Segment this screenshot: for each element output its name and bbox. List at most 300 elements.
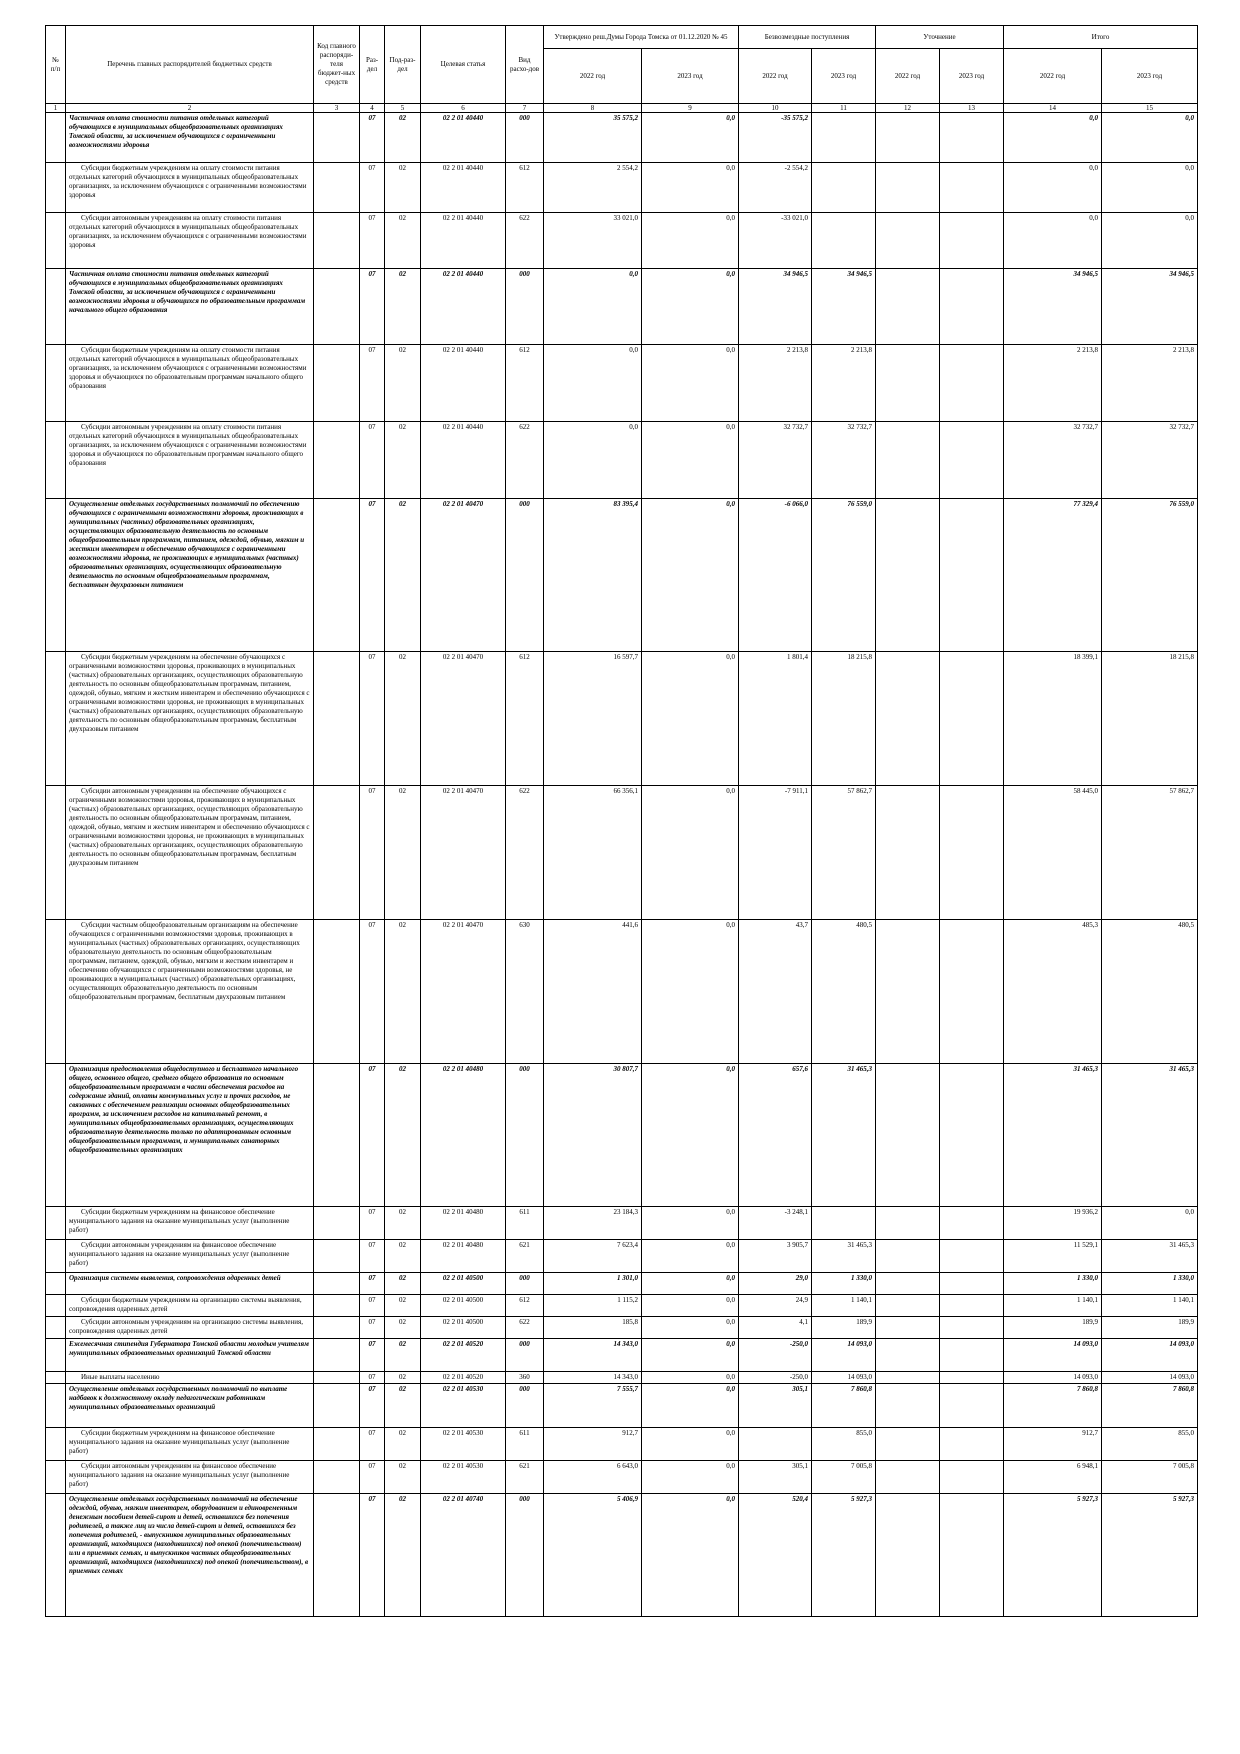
cell-approved-2022: 6 643,0: [544, 1461, 642, 1494]
cell-podrazdel: 02: [385, 1372, 421, 1384]
column-numbers-row: [46, 104, 1198, 113]
cell-approved-2022: 14 343,0: [544, 1339, 642, 1372]
cell-clarify-2023: [940, 1207, 1004, 1240]
column-number: 13: [940, 104, 1004, 113]
cell-clarify-2022: [876, 1384, 940, 1428]
cell-razdel: 07: [360, 269, 385, 345]
cell-target: 02 2 01 40470: [421, 499, 506, 652]
cell-total-2023: 0,0: [1102, 113, 1198, 163]
cell-total-2022: 1 330,0: [1004, 1273, 1102, 1295]
cell-clarify-2023: [940, 1384, 1004, 1428]
cell-clarify-2022: [876, 345, 940, 422]
cell-total-2023: 480,5: [1102, 920, 1198, 1064]
cell-clarify-2022: [876, 113, 940, 163]
cell-free-2022: -2 554,2: [739, 163, 812, 213]
header-year-2022: 2022 год: [876, 49, 940, 104]
cell-clarify-2022: [876, 1207, 940, 1240]
table-row: [46, 1207, 1198, 1240]
cell-clarify-2022: [876, 269, 940, 345]
cell-target: 02 2 01 40520: [421, 1372, 506, 1384]
cell-total-2023: 7 860,8: [1102, 1384, 1198, 1428]
budget-table: [45, 25, 1198, 1617]
cell-total-2023: 0,0: [1102, 213, 1198, 269]
cell-free-2022: 43,7: [739, 920, 812, 1064]
cell-free-2023: [812, 113, 876, 163]
cell-razdel: 07: [360, 499, 385, 652]
cell-podrazdel: 02: [385, 1295, 421, 1317]
cell-vid: 621: [506, 1240, 544, 1273]
cell-approved-2022: 30 807,7: [544, 1064, 642, 1207]
cell-total-2022: 18 399,1: [1004, 652, 1102, 786]
cell-clarify-2023: [940, 213, 1004, 269]
column-number: 11: [812, 104, 876, 113]
cell-code: [314, 113, 360, 163]
cell-free-2023: 1 140,1: [812, 1295, 876, 1317]
cell-approved-2022: 5 406,9: [544, 1494, 642, 1617]
cell-clarify-2022: [876, 1428, 940, 1461]
cell-code: [314, 920, 360, 1064]
header-year-2023: 2023 год: [940, 49, 1004, 104]
cell-total-2023: 34 946,5: [1102, 269, 1198, 345]
cell-free-2023: [812, 1207, 876, 1240]
cell-code: [314, 1428, 360, 1461]
cell-total-2023: 1 330,0: [1102, 1273, 1198, 1295]
cell-clarify-2023: [940, 269, 1004, 345]
cell-approved-2023: 0,0: [642, 652, 739, 786]
cell-code: [314, 1295, 360, 1317]
cell-total-2022: 11 529,1: [1004, 1240, 1102, 1273]
cell-razdel: 07: [360, 920, 385, 1064]
cell-vid: 000: [506, 1384, 544, 1428]
cell-free-2023: 18 215,8: [812, 652, 876, 786]
cell-target: 02 2 01 40530: [421, 1384, 506, 1428]
cell-approved-2022: 14 343,0: [544, 1372, 642, 1384]
cell-razdel: 07: [360, 1384, 385, 1428]
cell-vid: 622: [506, 1317, 544, 1339]
cell-vid: 612: [506, 652, 544, 786]
cell-approved-2022: 83 395,4: [544, 499, 642, 652]
cell-clarify-2023: [940, 422, 1004, 499]
cell-total-2022: 189,9: [1004, 1317, 1102, 1339]
cell-podrazdel: 02: [385, 345, 421, 422]
cell-total-2023: 14 093,0: [1102, 1339, 1198, 1372]
header-year-2022: 2022 год: [739, 49, 812, 104]
cell-name: Субсидии автономным учреждениям на оплату стоимости питания отдельных категорий обучающихся в муниципальных общеобразовательных организациях, за исключением обучающихся с ограниченными возможностями здоровья и обучающихся по образовательным программам начального общего образования: [66, 422, 314, 499]
cell-podrazdel: 02: [385, 1317, 421, 1339]
cell-free-2022: 657,6: [739, 1064, 812, 1207]
cell-num: [46, 920, 66, 1064]
cell-clarify-2023: [940, 1428, 1004, 1461]
header-group-free-receipts: Безвозмездные поступления: [739, 26, 876, 49]
cell-approved-2022: 0,0: [544, 422, 642, 499]
cell-clarify-2023: [940, 1295, 1004, 1317]
header-col-code: Код главного распоряди-теля бюджет-ных средств: [314, 26, 360, 104]
cell-name: Частичная оплата стоимости питания отдельных категорий обучающихся в муниципальных общеобразовательных организациях Томской области, за исключением обучающихся с ограниченными возможностями здоровья: [66, 113, 314, 163]
cell-razdel: 07: [360, 1339, 385, 1372]
cell-code: [314, 1461, 360, 1494]
cell-name: Частичная оплата стоимости питания отдельных категорий обучающихся в муниципальных общеобразовательных организациях Томской области, за исключением обучающихся с ограниченными возможностями здоровья и обучающихся по образовательным программам начального общего образования: [66, 269, 314, 345]
cell-approved-2022: 7 623,4: [544, 1240, 642, 1273]
cell-approved-2023: 0,0: [642, 1384, 739, 1428]
cell-total-2023: 31 465,3: [1102, 1240, 1198, 1273]
cell-code: [314, 652, 360, 786]
header-group-approved: Утверждено реш.Думы Города Томска от 01.12.2020 № 45: [544, 26, 739, 49]
cell-clarify-2022: [876, 1064, 940, 1207]
cell-approved-2023: 0,0: [642, 499, 739, 652]
table-row: [46, 652, 1198, 786]
cell-target: 02 2 01 40480: [421, 1240, 506, 1273]
cell-clarify-2022: [876, 1372, 940, 1384]
cell-clarify-2022: [876, 1494, 940, 1617]
cell-total-2022: 7 860,8: [1004, 1384, 1102, 1428]
cell-approved-2023: 0,0: [642, 1273, 739, 1295]
cell-razdel: 07: [360, 1428, 385, 1461]
cell-name: Субсидии автономным учреждениям на финансовое обеспечение муниципального задания на оказание муниципальных услуг (выполнение работ): [66, 1240, 314, 1273]
cell-vid: 622: [506, 213, 544, 269]
cell-num: [46, 1317, 66, 1339]
cell-vid: 622: [506, 422, 544, 499]
cell-total-2023: 1 140,1: [1102, 1295, 1198, 1317]
header-year-2022: 2022 год: [1004, 49, 1102, 104]
cell-approved-2022: 2 554,2: [544, 163, 642, 213]
column-number: 10: [739, 104, 812, 113]
table-row: [46, 422, 1198, 499]
cell-free-2022: 29,0: [739, 1273, 812, 1295]
cell-razdel: 07: [360, 1317, 385, 1339]
cell-name: Субсидии бюджетным учреждениям на финансовое обеспечение муниципального задания на оказание муниципальных услуг (выполнение работ): [66, 1207, 314, 1240]
column-number: 7: [506, 104, 544, 113]
cell-num: [46, 1494, 66, 1617]
cell-num: [46, 422, 66, 499]
column-number: 3: [314, 104, 360, 113]
table-row: [46, 499, 1198, 652]
cell-free-2022: 305,1: [739, 1384, 812, 1428]
cell-vid: 611: [506, 1207, 544, 1240]
cell-approved-2023: 0,0: [642, 1240, 739, 1273]
cell-razdel: 07: [360, 1064, 385, 1207]
cell-approved-2023: 0,0: [642, 1372, 739, 1384]
cell-clarify-2022: [876, 1317, 940, 1339]
cell-clarify-2023: [940, 1240, 1004, 1273]
cell-clarify-2022: [876, 213, 940, 269]
cell-name: Осуществление отдельных государственных полномочий по обеспечению обучающихся с ограниченными возможностями здоровья, проживающих в муниципальных (частных) образовательных организациях, осуществляющих образовательную деятельность по основным общеобразовательным программам, питанием, одеждой, обувью, мягким и жестким инвентарем и обеспечению обучающихся с ограниченными возможностями здоровья, не проживающих в муниципальных (частных) образовательных организациях, осуществляющих образовательную деятельность по основным общеобразовательным программам, бесплатным двухразовым питанием: [66, 499, 314, 652]
cell-vid: 622: [506, 786, 544, 920]
cell-clarify-2022: [876, 1240, 940, 1273]
cell-approved-2022: 16 597,7: [544, 652, 642, 786]
column-number: 4: [360, 104, 385, 113]
cell-code: [314, 1384, 360, 1428]
cell-razdel: 07: [360, 1461, 385, 1494]
cell-vid: 611: [506, 1428, 544, 1461]
cell-podrazdel: 02: [385, 1384, 421, 1428]
header-col-vid: Вид расхо-дов: [506, 26, 544, 104]
cell-free-2023: 31 465,3: [812, 1240, 876, 1273]
cell-total-2022: 14 093,0: [1004, 1339, 1102, 1372]
table-row: [46, 1339, 1198, 1372]
cell-name: Организация системы выявления, сопровождения одаренных детей: [66, 1273, 314, 1295]
cell-num: [46, 499, 66, 652]
cell-target: 02 2 01 40740: [421, 1494, 506, 1617]
cell-razdel: 07: [360, 113, 385, 163]
table-row: [46, 1494, 1198, 1617]
cell-free-2023: 2 213,8: [812, 345, 876, 422]
cell-podrazdel: 02: [385, 920, 421, 1064]
cell-num: [46, 1273, 66, 1295]
cell-vid: 621: [506, 1461, 544, 1494]
table-row: [46, 213, 1198, 269]
cell-approved-2022: 0,0: [544, 345, 642, 422]
cell-approved-2023: 0,0: [642, 269, 739, 345]
cell-total-2022: 58 445,0: [1004, 786, 1102, 920]
cell-approved-2022: 1 115,2: [544, 1295, 642, 1317]
cell-clarify-2023: [940, 163, 1004, 213]
cell-approved-2023: 0,0: [642, 1295, 739, 1317]
cell-approved-2023: 0,0: [642, 1317, 739, 1339]
table-row: [46, 163, 1198, 213]
cell-vid: 000: [506, 1273, 544, 1295]
cell-target: 02 2 01 40440: [421, 422, 506, 499]
cell-free-2022: -250,0: [739, 1372, 812, 1384]
cell-free-2022: -250,0: [739, 1339, 812, 1372]
cell-razdel: 07: [360, 1494, 385, 1617]
cell-podrazdel: 02: [385, 1428, 421, 1461]
cell-vid: 000: [506, 113, 544, 163]
cell-name: Субсидии бюджетным учреждениям на организацию системы выявления, сопровождения одаренных детей: [66, 1295, 314, 1317]
cell-free-2022: 3 905,7: [739, 1240, 812, 1273]
cell-total-2022: 0,0: [1004, 163, 1102, 213]
cell-num: [46, 1295, 66, 1317]
cell-free-2023: 855,0: [812, 1428, 876, 1461]
cell-name: Осуществление отдельных государственных полномочий на обеспечение одеждой, обувью, мягким инвентарем, оборудованием и единовременным денежным пособием детей-сирот и детей, оставшихся без попечения родителей, а также лиц из числа детей-сирот и детей, оставшихся без попечения родителей, - выпускников муниципальных образовательных организаций, находящихся (находившихся) под опекой (попечительством) или в приемных семьях, и выпускников частных общеобразовательных организаций, находящихся (находившихся) под опекой (попечительством), в приемных семьях: [66, 1494, 314, 1617]
cell-num: [46, 1207, 66, 1240]
cell-clarify-2023: [940, 1064, 1004, 1207]
cell-approved-2023: 0,0: [642, 213, 739, 269]
cell-clarify-2023: [940, 786, 1004, 920]
cell-name: Ежемесячная стипендия Губернатора Томской области молодым учителям муниципальных образовательных организаций Томской области: [66, 1339, 314, 1372]
cell-podrazdel: 02: [385, 1339, 421, 1372]
cell-vid: 612: [506, 163, 544, 213]
cell-total-2022: 19 936,2: [1004, 1207, 1102, 1240]
cell-name: Субсидии бюджетным учреждениям на обеспечение обучающихся с ограниченными возможностями здоровья, проживающих в муниципальных (частных) образовательных организациях, осуществляющих образовательную деятельность по основным общеобразовательным программам, питанием, одеждой, обувью, мягким и жестким инвентарем и обеспечению обучающихся с ограниченными возможностями здоровья, не проживающих в муниципальных (частных) образовательных организациях, осуществляющих образовательную деятельность по основным общеобразовательным программам, бесплатным двухразовым питанием: [66, 652, 314, 786]
cell-free-2023: 32 732,7: [812, 422, 876, 499]
cell-num: [46, 652, 66, 786]
cell-clarify-2022: [876, 163, 940, 213]
cell-approved-2022: 7 555,7: [544, 1384, 642, 1428]
cell-target: 02 2 01 40500: [421, 1273, 506, 1295]
cell-name: Осуществление отдельных государственных полномочий по выплате надбавок к должностному окладу педагогическим работникам муниципальных образовательных организаций: [66, 1384, 314, 1428]
cell-free-2022: 34 946,5: [739, 269, 812, 345]
cell-name: Иные выплаты населению: [66, 1372, 314, 1384]
cell-code: [314, 213, 360, 269]
cell-code: [314, 1273, 360, 1295]
cell-vid: 360: [506, 1372, 544, 1384]
cell-podrazdel: 02: [385, 1494, 421, 1617]
cell-clarify-2023: [940, 345, 1004, 422]
table-row: [46, 113, 1198, 163]
cell-total-2023: 855,0: [1102, 1428, 1198, 1461]
cell-total-2022: 5 927,3: [1004, 1494, 1102, 1617]
cell-total-2023: 7 005,8: [1102, 1461, 1198, 1494]
cell-free-2023: [812, 163, 876, 213]
cell-total-2022: 14 093,0: [1004, 1372, 1102, 1384]
cell-target: 02 2 01 40470: [421, 920, 506, 1064]
table-row: [46, 1428, 1198, 1461]
table-row: [46, 345, 1198, 422]
cell-target: 02 2 01 40470: [421, 652, 506, 786]
cell-free-2023: 14 093,0: [812, 1339, 876, 1372]
cell-clarify-2023: [940, 1494, 1004, 1617]
cell-free-2023: 1 330,0: [812, 1273, 876, 1295]
table-row: [46, 1384, 1198, 1428]
cell-name: Субсидии автономным учреждениям на финансовое обеспечение муниципального задания на оказание муниципальных услуг (выполнение работ): [66, 1461, 314, 1494]
cell-code: [314, 422, 360, 499]
cell-razdel: 07: [360, 786, 385, 920]
cell-clarify-2023: [940, 920, 1004, 1064]
cell-num: [46, 1064, 66, 1207]
cell-free-2022: 24,9: [739, 1295, 812, 1317]
cell-total-2022: 485,3: [1004, 920, 1102, 1064]
cell-approved-2023: 0,0: [642, 1064, 739, 1207]
header-col-name: Перечень главных распорядителей бюджетных средств: [66, 26, 314, 104]
cell-vid: 000: [506, 1064, 544, 1207]
cell-podrazdel: 02: [385, 163, 421, 213]
cell-podrazdel: 02: [385, 1461, 421, 1494]
cell-name: Субсидии автономным учреждениям на оплату стоимости питания отдельных категорий обучающихся в муниципальных общеобразовательных организациях, за исключением обучающихся с ограниченными возможностями здоровья: [66, 213, 314, 269]
header-year-2023: 2023 год: [812, 49, 876, 104]
cell-num: [46, 1240, 66, 1273]
cell-podrazdel: 02: [385, 1273, 421, 1295]
cell-num: [46, 1461, 66, 1494]
cell-approved-2022: 66 356,1: [544, 786, 642, 920]
cell-total-2022: 912,7: [1004, 1428, 1102, 1461]
column-number: 1: [46, 104, 66, 113]
cell-approved-2022: 912,7: [544, 1428, 642, 1461]
header-group-clarification: Уточнение: [876, 26, 1004, 49]
table-row: [46, 786, 1198, 920]
cell-clarify-2023: [940, 1372, 1004, 1384]
cell-name: Субсидии бюджетным учреждениям на финансовое обеспечение муниципального задания на оказание муниципальных услуг (выполнение работ): [66, 1428, 314, 1461]
cell-free-2023: 480,5: [812, 920, 876, 1064]
cell-approved-2022: 1 301,0: [544, 1273, 642, 1295]
column-number: 2: [66, 104, 314, 113]
cell-total-2023: 0,0: [1102, 163, 1198, 213]
cell-target: 02 2 01 40440: [421, 113, 506, 163]
cell-clarify-2023: [940, 1317, 1004, 1339]
cell-code: [314, 1372, 360, 1384]
cell-clarify-2022: [876, 652, 940, 786]
cell-podrazdel: 02: [385, 652, 421, 786]
cell-total-2023: 2 213,8: [1102, 345, 1198, 422]
cell-podrazdel: 02: [385, 786, 421, 920]
cell-free-2022: 4,1: [739, 1317, 812, 1339]
cell-total-2022: 0,0: [1004, 213, 1102, 269]
cell-free-2023: [812, 213, 876, 269]
cell-free-2023: 14 093,0: [812, 1372, 876, 1384]
cell-razdel: 07: [360, 163, 385, 213]
cell-name: Субсидии бюджетным учреждениям на оплату стоимости питания отдельных категорий обучающихся в муниципальных общеобразовательных организациях, за исключением обучающихся с ограниченными возможностями здоровья: [66, 163, 314, 213]
cell-clarify-2023: [940, 1273, 1004, 1295]
cell-code: [314, 345, 360, 422]
cell-free-2023: 5 927,3: [812, 1494, 876, 1617]
cell-num: [46, 786, 66, 920]
cell-approved-2023: 0,0: [642, 1207, 739, 1240]
cell-free-2022: -3 248,1: [739, 1207, 812, 1240]
cell-razdel: 07: [360, 213, 385, 269]
table-row: [46, 1461, 1198, 1494]
cell-target: 02 2 01 40440: [421, 345, 506, 422]
cell-free-2022: -35 575,2: [739, 113, 812, 163]
cell-podrazdel: 02: [385, 499, 421, 652]
cell-free-2023: 7 860,8: [812, 1384, 876, 1428]
cell-clarify-2022: [876, 1461, 940, 1494]
cell-target: 02 2 01 40520: [421, 1339, 506, 1372]
cell-total-2023: 0,0: [1102, 1207, 1198, 1240]
cell-clarify-2022: [876, 422, 940, 499]
cell-target: 02 2 01 40530: [421, 1428, 506, 1461]
cell-free-2023: 189,9: [812, 1317, 876, 1339]
cell-num: [46, 213, 66, 269]
cell-podrazdel: 02: [385, 1240, 421, 1273]
cell-target: 02 2 01 40440: [421, 163, 506, 213]
cell-approved-2022: 23 184,3: [544, 1207, 642, 1240]
cell-clarify-2022: [876, 920, 940, 1064]
cell-clarify-2023: [940, 652, 1004, 786]
header-col-razdel: Раз-дел: [360, 26, 385, 104]
cell-free-2022: 1 801,4: [739, 652, 812, 786]
cell-name: Субсидии частным общеобразовательным организациям на обеспечение обучающихся с ограниченными возможностями здоровья, проживающих в муниципальных (частных) образовательных организациях, осуществляющих образовательную деятельность по основным общеобразовательным программам, питанием, одеждой, обувью, мягким и жестким инвентарем и обеспечению обучающихся с ограниченными возможностями здоровья, не проживающих в муниципальных (частных) образовательных организациях, осуществляющих образовательную деятельность по основным общеобразовательным программам, бесплатным двухразовым питанием: [66, 920, 314, 1064]
cell-name: Субсидии автономным учреждениям на организацию системы выявления, сопровождения одаренных детей: [66, 1317, 314, 1339]
cell-approved-2022: 441,6: [544, 920, 642, 1064]
cell-vid: 000: [506, 269, 544, 345]
header-year-2023: 2023 год: [642, 49, 739, 104]
cell-num: [46, 269, 66, 345]
table-row: [46, 1372, 1198, 1384]
cell-free-2022: 32 732,7: [739, 422, 812, 499]
cell-code: [314, 1494, 360, 1617]
cell-approved-2023: 0,0: [642, 1339, 739, 1372]
cell-approved-2023: 0,0: [642, 1428, 739, 1461]
cell-free-2022: -6 066,0: [739, 499, 812, 652]
cell-free-2022: -33 021,0: [739, 213, 812, 269]
cell-approved-2023: 0,0: [642, 113, 739, 163]
cell-razdel: 07: [360, 422, 385, 499]
cell-free-2023: 7 005,8: [812, 1461, 876, 1494]
cell-code: [314, 163, 360, 213]
cell-razdel: 07: [360, 652, 385, 786]
cell-num: [46, 1372, 66, 1384]
header-row-top: [46, 26, 1198, 49]
cell-razdel: 07: [360, 1295, 385, 1317]
cell-total-2022: 77 329,4: [1004, 499, 1102, 652]
cell-podrazdel: 02: [385, 1207, 421, 1240]
cell-vid: 000: [506, 1339, 544, 1372]
cell-approved-2023: 0,0: [642, 1461, 739, 1494]
cell-total-2022: 32 732,7: [1004, 422, 1102, 499]
cell-total-2023: 32 732,7: [1102, 422, 1198, 499]
cell-target: 02 2 01 40480: [421, 1207, 506, 1240]
cell-razdel: 07: [360, 1273, 385, 1295]
column-number: 5: [385, 104, 421, 113]
cell-clarify-2022: [876, 1273, 940, 1295]
cell-approved-2023: 0,0: [642, 920, 739, 1064]
cell-podrazdel: 02: [385, 213, 421, 269]
cell-num: [46, 1428, 66, 1461]
header-year-2022: 2022 год: [544, 49, 642, 104]
cell-total-2022: 31 465,3: [1004, 1064, 1102, 1207]
cell-clarify-2023: [940, 1461, 1004, 1494]
cell-code: [314, 1317, 360, 1339]
cell-code: [314, 269, 360, 345]
